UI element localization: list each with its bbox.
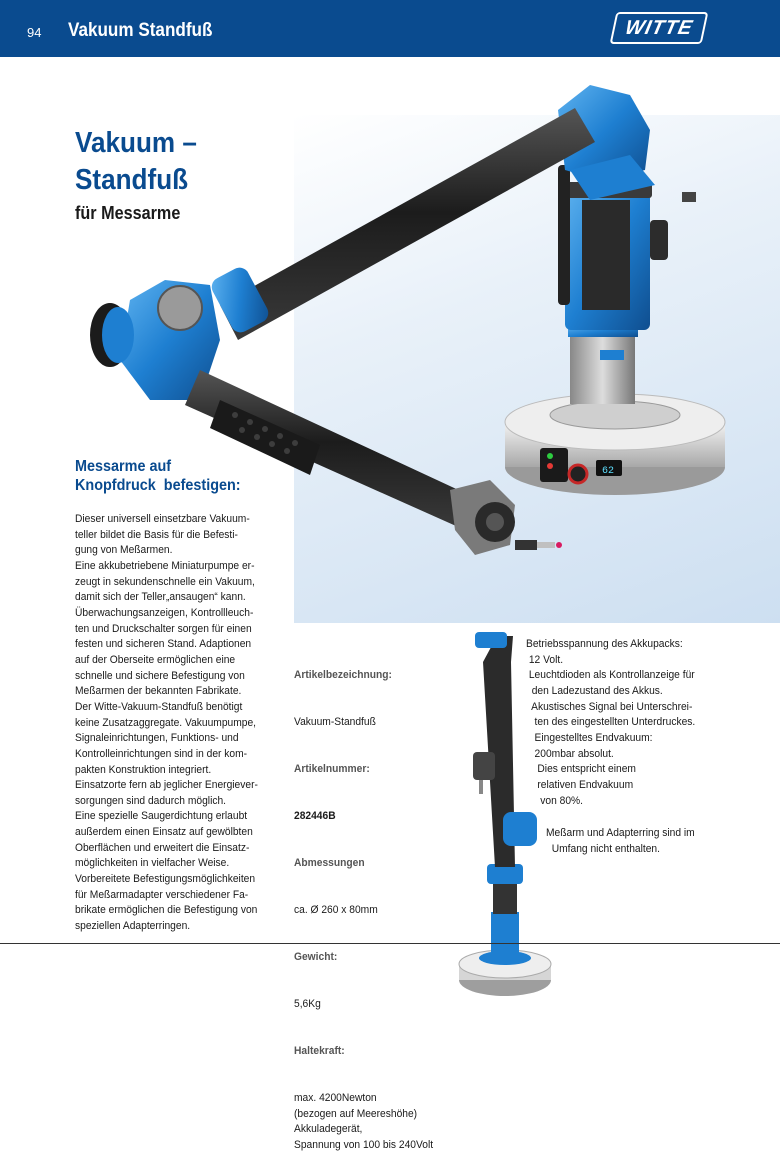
page-number: 94 [27, 25, 42, 40]
page-title [75, 125, 197, 199]
page-title-line1: Vakuum – [75, 127, 197, 159]
witte-logo [610, 12, 709, 44]
right-column-text: Betriebsspannung des Akkupacks: 12 Volt. Leuchtdioden als Kontrollanzeige für den Ladezustand des Akkus. Akustisches Signal bei Unterschrei- ten des eingestellten Unterdruckes. Eingestelltes Endvakuum: 200mbar absolut. Dies entspricht einem relativen Endvakuum von 80%. [526, 638, 696, 807]
spec-weight-label: Gewicht: [294, 951, 338, 964]
bottom-divider [0, 943, 780, 944]
spec-holding-label: Haltekraft: [294, 1045, 345, 1058]
spec-weight-value: 5,6Kg [294, 998, 321, 1011]
logo-text: WITTE [623, 17, 695, 39]
display-readout: 62 [602, 466, 615, 477]
spec-article-label: Artikelnummer: [294, 763, 370, 776]
spec-designation-value: Vakuum-Standfuß [294, 716, 376, 729]
header-title: Vakuum Standfuß [68, 20, 213, 41]
right-column-note: Meßarm und Adapterring sind im Umfang nicht enthalten. [546, 827, 695, 855]
spec-article-value: 282446B [294, 810, 336, 823]
page-title-line2: Standfuß [75, 164, 189, 196]
page-subtitle: für Messarme [75, 203, 181, 223]
page-header [0, 0, 780, 57]
spec-designation-label: Artikelbezeichnung: [294, 669, 392, 682]
spec-dimensions-value: ca. Ø 260 x 80mm [294, 904, 378, 917]
section-body: Dieser universell einsetzbare Vakuum- teller bildet die Basis für die Befesti- gung von Meßarmen. Eine akkubetriebene Miniaturpumpe er- zeugt in sekundenschnelle ein Vakuum, damit sich der Teller„ansaugen“ kann. Überwachungsanzeigen, Kontrollleuch- ten und Druckschalter sorgen für einen festen und sicheren Stand. Adaptionen auf der Oberseite ermöglichen eine schnelle und sichere Befestigung von Meßarmen der bekannten Fabrikate. Der Witte-Vakuum-Standfuß benötigt keine Zusatzaggregate. Vakuumpumpe, Signaleinrichtungen, Funktions- und Kontrolleinrichtungen sind in der kom- pakten Konstruktion integriert. Einsatzorte fern ab jeglicher Energiever- sorgungen sind dadurch möglich. Eine spezielle Saugerdichtung erlaubt außerdem einen Einsatz auf gewölbten Oberflächen und erweitert die Einsatz- möglichkeiten in vielfacher Weise. Vorbereitete Befestigungsmöglichkeiten für Meßarmadapter verschiedener Fa- brikate ermöglichen die Befestigung von speziellen Adapterringen. [75, 513, 258, 933]
spec-holding-value: max. 4200Newton (bezogen auf Meereshöhe) Akkuladegerät, Spannung von 100 bis 240Volt [294, 1092, 434, 1151]
spec-list [294, 637, 465, 1169]
section-heading: Messarme auf Knopfdruck befestigen: [75, 458, 241, 494]
spec-dimensions-label: Abmessungen [294, 857, 365, 870]
